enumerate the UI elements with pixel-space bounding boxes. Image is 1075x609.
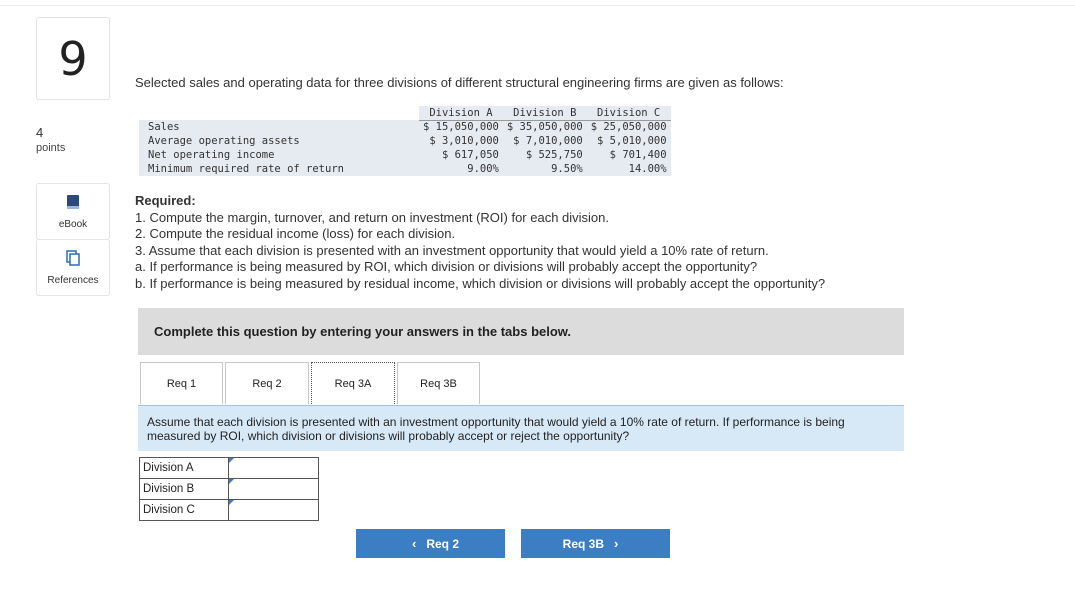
required-heading: Required: bbox=[135, 193, 196, 208]
division-c-answer-input[interactable] bbox=[229, 501, 318, 520]
references-label: References bbox=[47, 274, 99, 286]
document-copy-icon bbox=[66, 250, 80, 269]
answer-row bbox=[140, 458, 319, 479]
input-marker-icon bbox=[229, 500, 234, 505]
answer-cell bbox=[229, 479, 319, 500]
ebook-label: eBook bbox=[58, 218, 88, 230]
prev-req-2-button[interactable] bbox=[356, 529, 505, 558]
division-b-answer-input[interactable] bbox=[229, 480, 318, 499]
cell-value: 14.00% bbox=[587, 162, 671, 176]
required-section bbox=[135, 193, 825, 292]
tab-req-1[interactable]: Req 1 bbox=[140, 362, 223, 404]
header-blank bbox=[139, 106, 419, 120]
points-value: 4 bbox=[36, 125, 44, 140]
input-marker-icon bbox=[229, 479, 234, 484]
cell-value: $ 525,750 bbox=[503, 148, 587, 162]
intro-text: Selected sales and operating data for three divisions of different structural engineering firms are given as follows: bbox=[135, 75, 784, 90]
answer-cell bbox=[229, 458, 319, 479]
cell-value: $ 3,010,000 bbox=[419, 134, 503, 148]
required-item: 2. Compute the residual income (loss) for each division. bbox=[135, 226, 456, 241]
input-marker-icon bbox=[229, 458, 234, 463]
division-data-table bbox=[139, 106, 671, 176]
required-item: 1. Compute the margin, turnover, and return on investment (ROI) for each division. bbox=[135, 209, 610, 225]
table-row bbox=[139, 162, 671, 176]
chevron-left-icon: ‹ bbox=[411, 536, 417, 551]
cell-value: 9.50% bbox=[503, 162, 587, 176]
answer-row-label: Division A bbox=[140, 458, 229, 479]
division-a-answer-input[interactable] bbox=[229, 459, 318, 478]
column-header: Division B bbox=[503, 106, 587, 120]
chevron-right-icon: › bbox=[614, 536, 619, 551]
cell-value: $ 701,400 bbox=[587, 148, 671, 162]
cell-value: $ 15,050,000 bbox=[419, 120, 503, 134]
book-icon bbox=[66, 194, 80, 213]
row-label: Sales bbox=[139, 120, 419, 134]
next-req-3b-button[interactable] bbox=[521, 529, 670, 558]
answer-cell bbox=[229, 500, 319, 521]
question-number-box bbox=[36, 17, 110, 100]
required-item: b. If performance is being measured by residual income, which division or divisions will probably accept the opportunity? bbox=[135, 275, 826, 291]
cell-value: $ 5,010,000 bbox=[587, 134, 671, 148]
references-button[interactable] bbox=[36, 239, 110, 296]
required-item: 3. Assume that each division is presented with an investment opportunity that would yield a 10% rate of return. bbox=[135, 242, 769, 258]
table-row bbox=[139, 148, 671, 162]
cell-value: $ 7,010,000 bbox=[503, 134, 587, 148]
top-divider bbox=[0, 5, 1075, 6]
row-label: Net operating income bbox=[139, 148, 419, 162]
row-label: Minimum required rate of return bbox=[139, 162, 419, 176]
row-label: Average operating assets bbox=[139, 134, 419, 148]
question-prompt: Assume that each division is presented with an investment opportunity that would yield a 10% rate of return. If performance is being measured by ROI, which division or divisions will probably accept or reject the opportunity? bbox=[138, 405, 904, 451]
answer-row bbox=[140, 479, 319, 500]
required-item: a. If performance is being measured by ROI, which division or divisions will probably accept the opportunity? bbox=[135, 259, 758, 274]
table-header-row bbox=[139, 106, 671, 120]
column-header: Division A bbox=[419, 106, 503, 120]
answer-row-label: Division B bbox=[140, 479, 229, 500]
next-button-label: Req 3B bbox=[562, 536, 604, 551]
answer-row bbox=[140, 500, 319, 521]
ebook-button[interactable] bbox=[36, 183, 110, 240]
tab-req-3b[interactable]: Req 3B bbox=[397, 362, 480, 404]
answer-table bbox=[139, 457, 319, 521]
prev-button-label: Req 2 bbox=[426, 536, 460, 551]
cell-value: $ 25,050,000 bbox=[587, 120, 671, 134]
answer-row-label: Division C bbox=[140, 500, 229, 521]
table-row bbox=[139, 120, 671, 134]
tab-req-2[interactable]: Req 2 bbox=[225, 362, 309, 404]
cell-value: $ 35,050,000 bbox=[503, 120, 587, 134]
instruction-bar: Complete this question by entering your answers in the tabs below. bbox=[138, 308, 904, 355]
cell-value: $ 617,050 bbox=[419, 148, 503, 162]
cell-value: 9.00% bbox=[419, 162, 503, 176]
question-number: 9 bbox=[58, 31, 88, 86]
points-label: points bbox=[36, 142, 66, 154]
table-row bbox=[139, 134, 671, 148]
column-header: Division C bbox=[587, 106, 671, 120]
tab-req-3a[interactable]: Req 3A bbox=[311, 362, 395, 404]
